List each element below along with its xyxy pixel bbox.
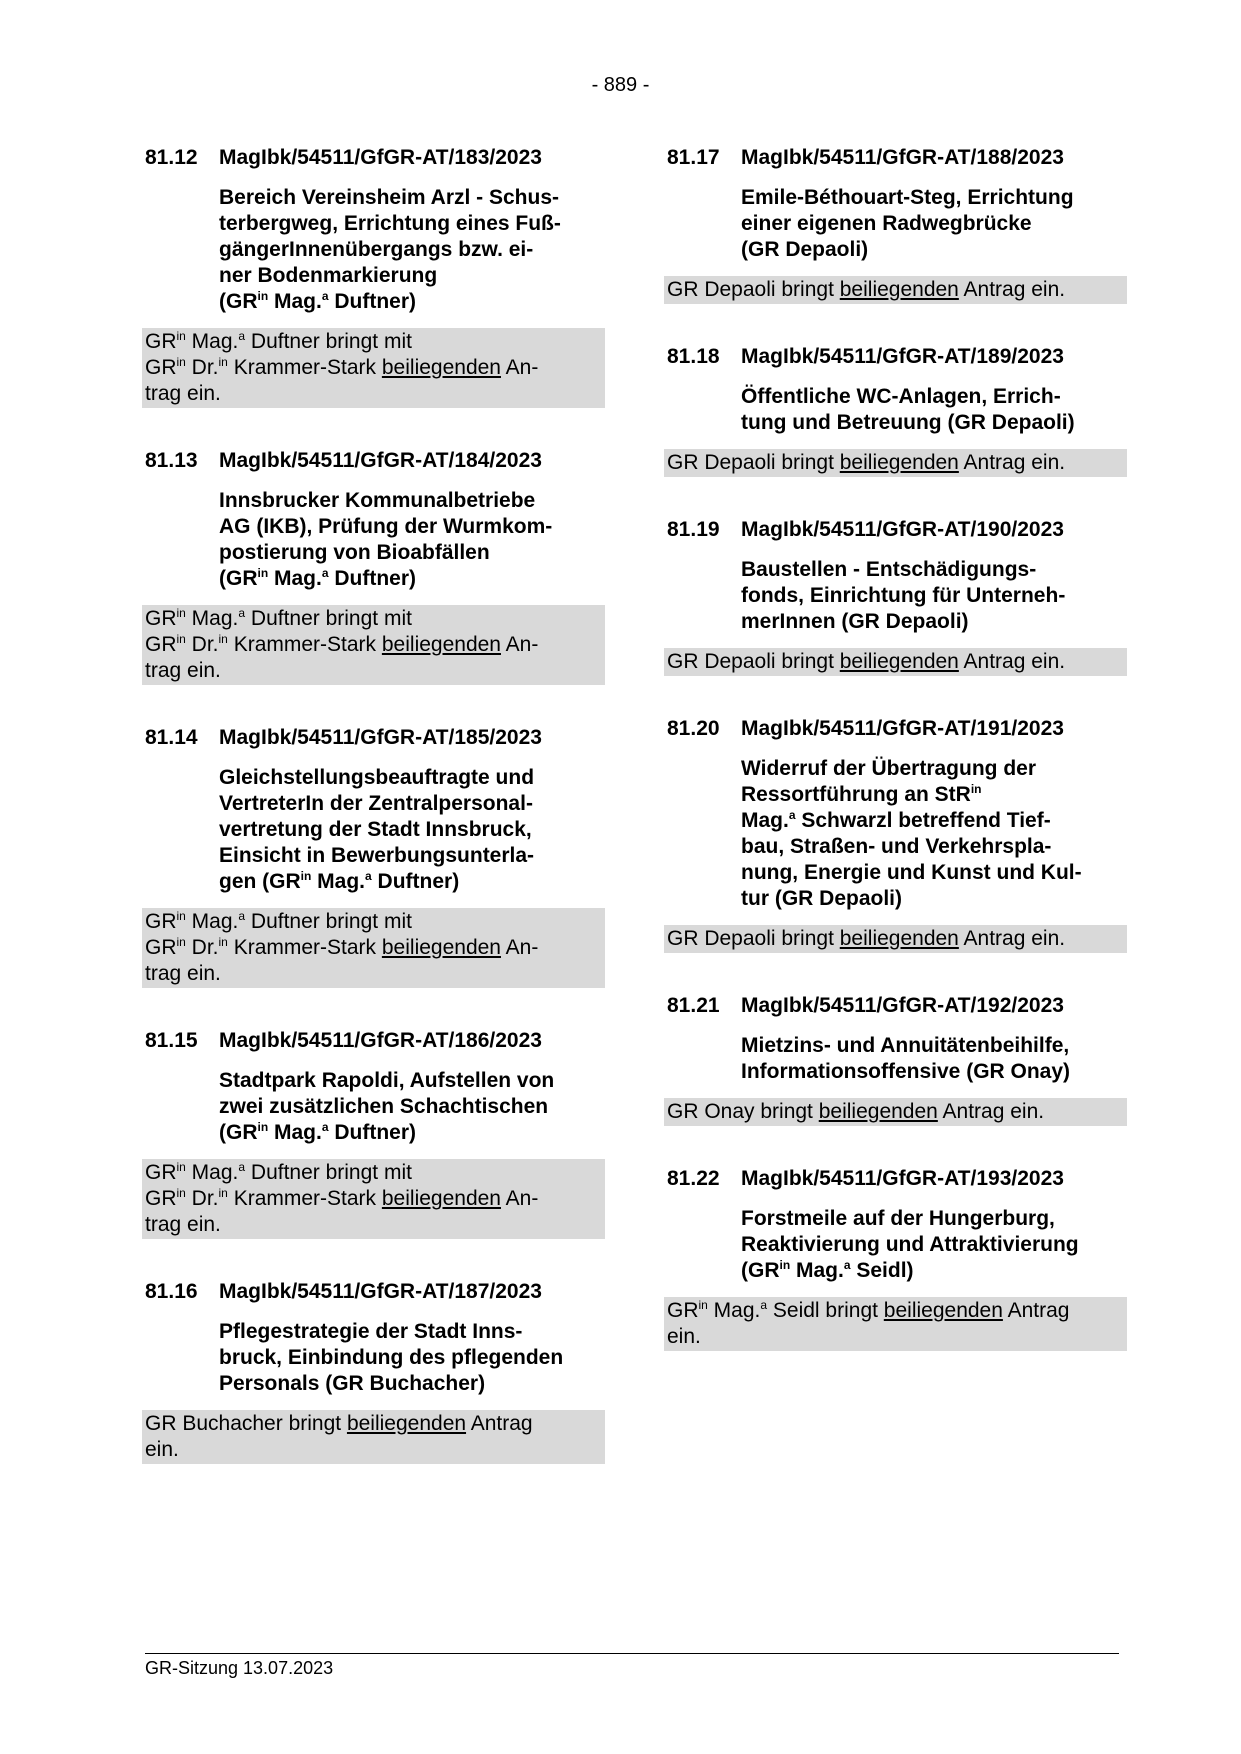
attachment-link[interactable]: beiliegenden [818, 1100, 938, 1123]
item-heading [145, 145, 605, 171]
motion-note: GR Depaoli bringt beiliegenden Antrag ein. [664, 648, 1127, 676]
title-line: merInnen (GR Depaoli) [741, 610, 969, 633]
agenda-item-81-15 [145, 1028, 605, 1239]
item-heading [145, 1028, 605, 1054]
title-line: tung und Betreuung (GR Depaoli) [741, 411, 1075, 434]
attachment-link[interactable]: beiliegenden [883, 1299, 1003, 1322]
motion-note: $GR^{in}$ Mag.$^a$ Duftner bringt mit $GR^{in}$ Dr.$^{in}$ Krammer-Stark beiliegenden An- trag ein. [142, 328, 605, 408]
title-line: Gleichstellungsbeauftragte und [219, 766, 535, 789]
item-title [741, 185, 1127, 263]
item-reference: MagIbk/54511/GfGR-AT/190/2023 [741, 518, 1064, 541]
attachment-link[interactable]: beiliegenden [839, 451, 959, 474]
item-title [741, 1206, 1127, 1284]
title-line: vertretung der Stadt Innsbruck, [219, 818, 532, 841]
item-title [219, 488, 605, 592]
attachment-link[interactable]: beiliegenden [839, 927, 959, 950]
item-title [219, 1068, 605, 1146]
title-line: Mietzins- und Annuitätenbeihilfe, [741, 1034, 1070, 1057]
motion-note: GR Depaoli bringt beiliegenden Antrag ein. [664, 925, 1127, 953]
item-reference: MagIbk/54511/GfGR-AT/187/2023 [219, 1280, 542, 1303]
agenda-item-81-21 [667, 993, 1127, 1126]
item-reference: MagIbk/54511/GfGR-AT/184/2023 [219, 449, 542, 472]
title-signatory: gen ($GR^{in}$ Mag.$^a$ Duftner) [219, 869, 460, 893]
title-line: terbergweg, Errichtung eines Fuß- [219, 212, 561, 235]
title-line: Emile-Béthouart-Steg, Errichtung [741, 186, 1074, 209]
title-line: tur (GR Depaoli) [741, 887, 902, 910]
title-line: Mag.$^a$ Schwarzl betreffend Tief- [741, 808, 1051, 832]
title-line: Innsbrucker Kommunalbetriebe [219, 489, 536, 512]
motion-note: $GR^{in}$ Mag.$^a$ Duftner bringt mit $GR^{in}$ Dr.$^{in}$ Krammer-Stark beiliegenden An- trag ein. [142, 908, 605, 988]
motion-note: $GR^{in}$ Mag.$^a$ Duftner bringt mit $GR^{in}$ Dr.$^{in}$ Krammer-Stark beiliegenden An- trag ein. [142, 1159, 605, 1239]
title-line: Baustellen - Entschädigungs- [741, 558, 1037, 581]
title-line: Öffentliche WC-Anlagen, Errich- [741, 385, 1061, 408]
item-number: 81.20 [667, 717, 720, 740]
title-line: fonds, Einrichtung für Unterneh- [741, 584, 1066, 607]
item-number: 81.14 [145, 726, 198, 749]
title-line: VertreterIn der Zentralpersonal- [219, 792, 533, 815]
title-line: Einsicht in Bewerbungsunterla- [219, 844, 535, 867]
item-number: 81.12 [145, 146, 198, 169]
item-number: 81.19 [667, 518, 720, 541]
motion-note: GR Depaoli bringt beiliegenden Antrag ein. [664, 449, 1127, 477]
item-number: 81.15 [145, 1029, 198, 1052]
item-heading [667, 1166, 1127, 1192]
footer-session-date: GR-Sitzung 13.07.2023 [145, 1658, 334, 1678]
title-signatory: ($GR^{in}$ Mag.$^a$ Duftner) [219, 289, 417, 313]
agenda-item-81-14 [145, 725, 605, 988]
agenda-item-81-19 [667, 517, 1127, 676]
item-heading [667, 344, 1127, 370]
title-line: zwei zusätzlichen Schachtischen [219, 1095, 549, 1118]
item-reference: MagIbk/54511/GfGR-AT/186/2023 [219, 1029, 542, 1052]
item-number: 81.22 [667, 1167, 720, 1190]
title-signatory: ($GR^{in}$ Mag.$^a$ Duftner) [219, 1120, 417, 1144]
item-number: 81.13 [145, 449, 198, 472]
title-line: gängerInnenübergangs bzw. ei- [219, 238, 534, 261]
attachment-link[interactable]: beiliegenden [346, 1412, 467, 1435]
motion-note: $GR^{in}$ Mag.$^a$ Duftner bringt mit $GR^{in}$ Dr.$^{in}$ Krammer-Stark beiliegenden An- trag ein. [142, 605, 605, 685]
title-line: Ressortführung an StR$^{in}$ [741, 782, 982, 806]
motion-note: $GR^{in}$ Mag.$^a$ Seidl bringt beiliegenden Antrag ein. [664, 1297, 1127, 1351]
item-title [219, 765, 605, 895]
item-heading [145, 448, 605, 474]
title-line: Stadtpark Rapoldi, Aufstellen von [219, 1069, 555, 1092]
agenda-item-81-22 [667, 1166, 1127, 1351]
item-heading [145, 725, 605, 751]
item-reference: MagIbk/54511/GfGR-AT/183/2023 [219, 146, 542, 169]
title-line: AG (IKB), Prüfung der Wurmkom- [219, 515, 553, 538]
agenda-item-81-20 [667, 716, 1127, 953]
motion-note: GR Onay bringt beiliegenden Antrag ein. [664, 1098, 1127, 1126]
item-reference: MagIbk/54511/GfGR-AT/188/2023 [741, 146, 1064, 169]
motion-note: GR Depaoli bringt beiliegenden Antrag ein. [664, 276, 1127, 304]
title-line: ner Bodenmarkierung [219, 264, 438, 287]
item-title [219, 185, 605, 315]
item-reference: MagIbk/54511/GfGR-AT/191/2023 [741, 717, 1064, 740]
title-line: Pflegestrategie der Stadt Inns- [219, 1320, 523, 1343]
title-line: einer eigenen Radwegbrücke [741, 212, 1032, 235]
item-title [741, 756, 1127, 912]
item-heading [667, 716, 1127, 742]
item-number: 81.16 [145, 1280, 198, 1303]
attachment-link[interactable]: beiliegenden [381, 356, 501, 379]
title-signatory: ($GR^{in}$ Mag.$^a$ Seidl) [741, 1258, 914, 1282]
agenda-item-81-13 [145, 448, 605, 685]
attachment-link[interactable]: beiliegenden [381, 1187, 501, 1210]
item-reference: MagIbk/54511/GfGR-AT/192/2023 [741, 994, 1064, 1017]
attachment-link[interactable]: beiliegenden [381, 633, 501, 656]
left-column [145, 145, 605, 1504]
title-line: bruck, Einbindung des pflegenden [219, 1346, 564, 1369]
item-title [741, 1033, 1127, 1085]
item-heading [667, 993, 1127, 1019]
attachment-link[interactable]: beiliegenden [381, 936, 501, 959]
attachment-link[interactable]: beiliegenden [839, 278, 959, 301]
title-line: Informationsoffensive (GR Onay) [741, 1060, 1071, 1083]
item-heading [667, 517, 1127, 543]
title-line: (GR Depaoli) [741, 238, 869, 261]
item-heading [667, 145, 1127, 171]
agenda-item-81-18 [667, 344, 1127, 477]
title-line: nung, Energie und Kunst und Kul- [741, 861, 1082, 884]
title-line: Reaktivierung und Attraktivierung [741, 1233, 1079, 1256]
title-line: bau, Straßen- und Verkehrspla- [741, 835, 1052, 858]
item-title [219, 1319, 605, 1397]
item-reference: MagIbk/54511/GfGR-AT/193/2023 [741, 1167, 1064, 1190]
right-column [667, 145, 1127, 1391]
item-number: 81.18 [667, 345, 720, 368]
page-number: - 889 - [591, 74, 650, 96]
item-title [741, 557, 1127, 635]
footer-divider [145, 1653, 1119, 1654]
agenda-item-81-12 [145, 145, 605, 408]
title-line: Personals (GR Buchacher) [219, 1372, 486, 1395]
agenda-item-81-16 [145, 1279, 605, 1464]
title-line: Forstmeile auf der Hungerburg, [741, 1207, 1055, 1230]
title-line: postierung von Bioabfällen [219, 541, 490, 564]
attachment-link[interactable]: beiliegenden [839, 650, 959, 673]
title-line: Bereich Vereinsheim Arzl - Schus- [219, 186, 560, 209]
item-reference: MagIbk/54511/GfGR-AT/185/2023 [219, 726, 542, 749]
title-signatory: ($GR^{in}$ Mag.$^a$ Duftner) [219, 566, 417, 590]
motion-note: GR Buchacher bringt beiliegenden Antrag ein. [142, 1410, 605, 1464]
item-number: 81.21 [667, 994, 720, 1017]
item-heading [145, 1279, 605, 1305]
agenda-item-81-17 [667, 145, 1127, 304]
item-number: 81.17 [667, 146, 720, 169]
item-reference: MagIbk/54511/GfGR-AT/189/2023 [741, 345, 1064, 368]
title-line: Widerruf der Übertragung der [741, 757, 1037, 780]
item-title [741, 384, 1127, 436]
